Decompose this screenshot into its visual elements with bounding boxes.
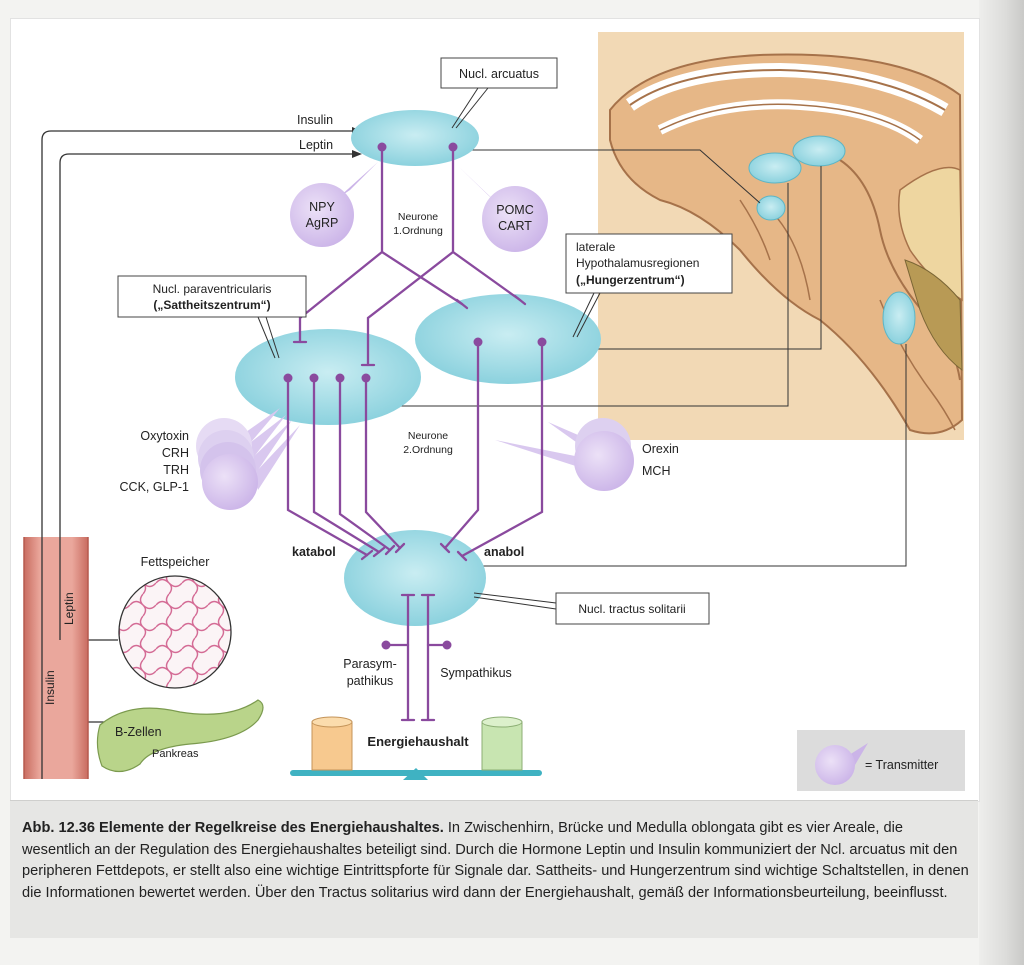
fat-tissue-micrograph: [119, 576, 231, 688]
insulin-arrow-label: Insulin: [297, 113, 334, 127]
nucleus-paraventricularis: [235, 329, 421, 425]
mch-label: MCH: [642, 464, 671, 478]
fettspeicher-label: Fettspeicher: [140, 555, 210, 569]
anabol-label: anabol: [484, 545, 525, 559]
sympathikus-label: Sympathikus: [440, 666, 512, 680]
nucl-pv-label-line1: Nucl. paraventricularis: [152, 282, 272, 296]
transmitter-stack-right: [495, 418, 634, 491]
insulin-vessel-label: Insulin: [43, 670, 57, 705]
legend-transmitter-label: = Transmitter: [865, 758, 939, 772]
agrp-label: AgRP: [305, 216, 339, 230]
blood-vessel: [24, 537, 88, 779]
nucl-arcuatus-callout: [441, 58, 557, 128]
leptin-arrow-label: Leptin: [299, 138, 334, 152]
npy-label: NPY: [309, 200, 335, 214]
neurone1-label-line1: Neurone: [397, 211, 439, 223]
katabol-label: katabol: [292, 545, 336, 559]
lat-label-line1: laterale: [576, 240, 616, 254]
lateral-hypothalamus: [415, 294, 601, 384]
nucl-pv-label-line2: („Sattheitszentrum“): [153, 298, 271, 312]
lat-label-line3: („Hungerzentrum“): [576, 273, 685, 287]
caption-label: Abb. 12.36 Elemente der Regelkreise des Energiehaushaltes.: [22, 820, 444, 836]
nucl-arcuatus-label: Nucl. arcuatus: [459, 67, 539, 81]
pomc-label: POMC: [496, 203, 534, 217]
oxytoxin-label: Oxytoxin: [140, 429, 189, 443]
crh-label: CRH: [161, 446, 189, 460]
nucl-tractus-solitarii-callout: [474, 593, 709, 624]
figure-caption: [22, 818, 972, 904]
leptin-vessel-label: Leptin: [62, 592, 76, 625]
cart-label: CART: [498, 219, 532, 233]
neurone2-label-line2: 2.Ordnung: [403, 444, 453, 456]
nucleus-arcuatus: [351, 110, 479, 166]
energiehaushalt-label: Energiehaushalt: [367, 734, 469, 749]
nucl-ts-label: Nucl. tractus solitarii: [578, 602, 686, 616]
neurone2-label-line1: Neurone: [407, 430, 449, 442]
parasym-label-line2: pathikus: [346, 674, 394, 688]
transmitter-stack-left: [196, 408, 300, 510]
pankreas-label: Pankreas: [152, 748, 199, 760]
b-zellen-label: B-Zellen: [115, 725, 162, 739]
caption-body: In Zwischenhirn, Brücke und Medulla oblongata gibt es vier Areale, die wesentlich an der Regulation des Energiehaushaltes beteiligt sind. Durch die Hormone Leptin und Insulin kommuniziert der Ncl. arcuatus mit den peripheren Fettdepots, er stellt also eine wichtige Eintrittspforte für Signale dar. Sattheits- und Hungerzentrum sind wichtige Schaltstellen, in denen die Informationen bewertet werden. Über den Tractus solitarius wird dann der Energiehaushalt, gemäß der Informationsbeurteilung, beeinflusst.: [22, 820, 969, 901]
lat-label-line2: Hypothalamusregionen: [576, 256, 700, 270]
cck-label: CCK, GLP-1: [119, 480, 189, 494]
parasym-label-line1: Parasym-: [343, 657, 397, 671]
neurone1-label-line2: 1.Ordnung: [393, 225, 443, 237]
transmitter-legend: [797, 730, 965, 791]
orexin-label: Orexin: [642, 442, 679, 456]
trh-label: TRH: [163, 463, 189, 477]
